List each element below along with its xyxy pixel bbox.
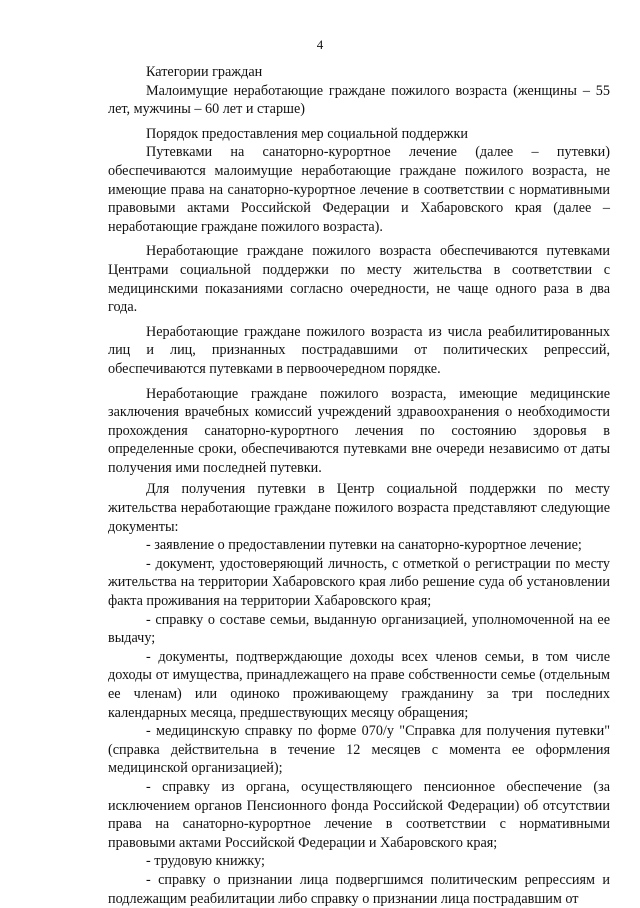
list-item: - трудовую книжку; xyxy=(146,853,265,870)
paragraph: Неработающие граждане пожилого возраста обеспечиваются путевками Центрами социальной поддержки по месту жительства в соответствии с медицинскими показаниями согласно очередности, не чаще одного раза в два года. xyxy=(108,243,610,316)
list-item: - медицинскую справку по форме 070/у "Справка для получения путевки" (справка действительна в течение 12 месяцев с момента ее оформления медицинской организацией); xyxy=(108,723,610,777)
paragraph: Путевками на санаторно-курортное лечение (далее – путевки) обеспечиваются малоимущие неработающие граждане пожилого возраста, не имеющие права на санаторно-курортное лечение в соответствии с нормативными правовыми актами Российской Федерации и Хабаровского края (далее – неработающие граждане пожилого возраста). xyxy=(108,144,610,235)
list-item: - заявление о предоставлении путевки на санаторно-курортное лечение; xyxy=(146,537,582,554)
list-item: - справку о составе семьи, выданную организацией, уполномоченной на ее выдачу; xyxy=(108,611,610,647)
paragraph: Для получения путевки в Центр социальной поддержки по месту жительства неработающие граждане пожилого возраста представляют следующие документы: xyxy=(108,481,610,535)
document-body xyxy=(108,63,610,908)
paragraph: Неработающие граждане пожилого возраста из числа реабилитированных лиц и лиц, признанных пострадавшими от политических репрессий, обеспечиваются путевками в первоочередном порядке. xyxy=(108,323,610,377)
list-item: - документ, удостоверяющий личность, с отметкой о регистрации по месту жительства на территории Хабаровского края либо решение суда об установлении факта проживания на территории Хабаровского края; xyxy=(108,555,610,610)
procedure-heading: Порядок предоставления мер социальной поддержки xyxy=(146,125,468,142)
paragraph: Неработающие граждане пожилого возраста, имеющие медицинские заключения врачебных комиссий учреждений здравоохранения о необходимости прохождения санаторно-курортного лечения по состоянию здоровья в определенные сроки, обеспечиваются путевками вне очереди независимо от даты получения ими последней путевки. xyxy=(108,385,610,476)
category-text: Малоимущие неработающие граждане пожилого возраста (женщины – 55 лет, мужчины – 60 лет и старше) xyxy=(108,82,610,118)
list-item: - справку из органа, осуществляющего пенсионное обеспечение (за исключением органов Пенсионного фонда Российской Федерации) об отсутствии права на санаторно-курортное лечение в соответствии с нормативными правовыми актами Российской Федерации и Хабаровского края; xyxy=(108,778,610,851)
list-item: - справку о признании лица подвергшимся политическим репрессиям и подлежащим реабилитации либо справку о признании лица пострадавшим от xyxy=(108,871,610,907)
page-number: 4 xyxy=(316,37,324,52)
category-heading: Категории граждан xyxy=(146,64,263,80)
list-item: - документы, подтверждающие доходы всех членов семьи, в том числе доходы от имущества, принадлежащего на праве собственности семье (отдельным ее членам) или одиноко проживающему гражданину за три последних календарных месяца, предшествующих месяцу обращения; xyxy=(108,648,610,721)
